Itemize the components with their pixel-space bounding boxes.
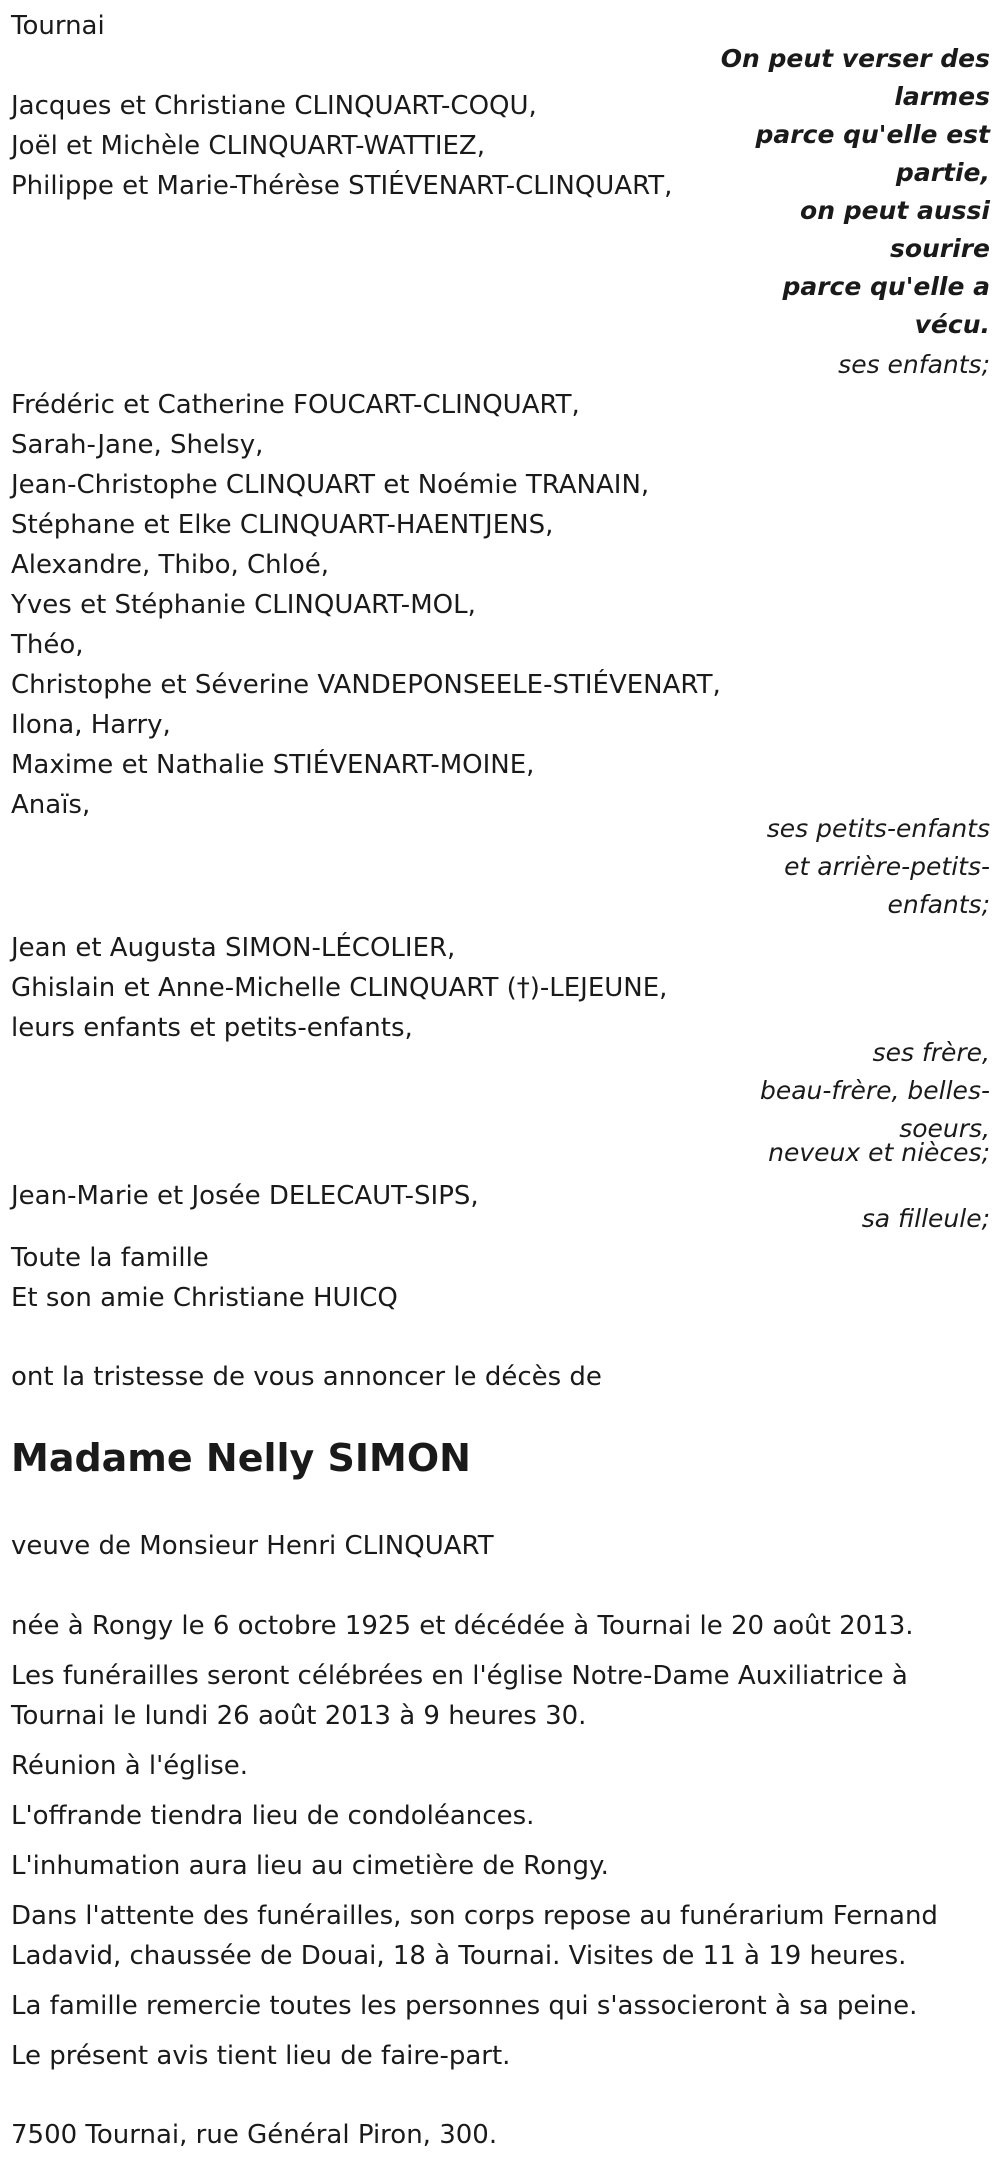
family-name-line: Jacques et Christiane CLINQUART-COQU, [11,91,537,121]
city-heading: Tournai [11,11,105,41]
family-name-line: Sarah-Jane, Shelsy, [11,430,264,460]
family-line: Et son amie Christiane HUICQ [11,1283,398,1313]
detail-line: Tournai le lundi 26 août 2013 à 9 heures 30. [11,1701,587,1731]
family-name-line: Ilona, Harry, [11,710,171,740]
detail-line: L'offrande tiendra lieu de condoléances. [11,1801,535,1831]
quote-line: larmes [894,82,990,111]
detail-line: née à Rongy le 6 octobre 1925 et décédée à Tournai le 20 août 2013. [11,1611,914,1641]
detail-line: Le présent avis tient lieu de faire-part. [11,2041,511,2071]
announcement-text: ont la tristesse de vous annoncer le décès de [11,1362,602,1392]
quote-line: On peut verser des [720,44,990,73]
family-name-line: Stéphane et Elke CLINQUART-HAENTJENS, [11,510,554,540]
relation-label: ses enfants; [838,350,990,379]
detail-line: Ladavid, chaussée de Douai, 18 à Tournai. Visites de 11 à 19 heures. [11,1941,907,1971]
family-name-line: Philippe et Marie-Thérèse STIÉVENART-CLINQUART, [11,171,673,201]
relation-label: enfants; [887,890,990,919]
relation-label: beau-frère, belles- [759,1076,990,1105]
quote-line: parce qu'elle est [755,120,990,149]
detail-line: Réunion à l'église. [11,1751,249,1781]
quote-line: parce qu'elle a [782,272,990,301]
family-name-line: Théo, [11,630,84,660]
relation-label: ses frère, [872,1038,990,1067]
relation-label: et arrière-petits- [784,852,990,881]
deceased-name: Madame Nelly SIMON [11,1436,471,1480]
quote-line: sourire [889,234,990,263]
detail-line: La famille remercie toutes les personnes qui s'associeront à sa peine. [11,1991,918,2021]
quote-line: vécu. [914,310,990,339]
detail-line: Dans l'attente des funérailles, son corps repose au funérarium Fernand [11,1901,938,1931]
family-name-line: Ghislain et Anne-Michelle CLINQUART (†)-LEJEUNE, [11,973,668,1003]
family-name-line: Jean-Marie et Josée DELECAUT-SIPS, [11,1181,479,1211]
quote-line: on peut aussi [800,196,990,225]
family-name-line: Frédéric et Catherine FOUCART-CLINQUART, [11,390,580,420]
family-name-line: Yves et Stéphanie CLINQUART-MOL, [11,590,476,620]
family-name-line: Maxime et Nathalie STIÉVENART-MOINE, [11,750,535,780]
family-name-line: Jean-Christophe CLINQUART et Noémie TRANAIN, [11,470,650,500]
family-name-line: Anaïs, [11,790,91,820]
quote-line: partie, [895,158,990,187]
relation-label: soeurs, [899,1114,990,1143]
address-text: 7500 Tournai, rue Général Piron, 300. [11,2120,498,2150]
detail-line: Les funérailles seront célébrées en l'église Notre-Dame Auxiliatrice à [11,1661,908,1691]
relation-label: ses petits-enfants [766,814,990,843]
family-line: Toute la famille [11,1243,209,1273]
relation-label: neveux et nièces; [768,1138,990,1167]
relation-label: sa filleule; [861,1204,990,1233]
family-name-line: Jean et Augusta SIMON-LÉCOLIER, [11,933,456,963]
family-name-line: Joël et Michèle CLINQUART-WATTIEZ, [11,131,485,161]
family-name-line: leurs enfants et petits-enfants, [11,1013,413,1043]
detail-line: L'inhumation aura lieu au cimetière de Rongy. [11,1851,609,1881]
widow-of-text: veuve de Monsieur Henri CLINQUART [11,1531,494,1561]
family-name-line: Alexandre, Thibo, Chloé, [11,550,330,580]
family-name-line: Christophe et Séverine VANDEPONSEELE-STIÉVENART, [11,670,721,700]
